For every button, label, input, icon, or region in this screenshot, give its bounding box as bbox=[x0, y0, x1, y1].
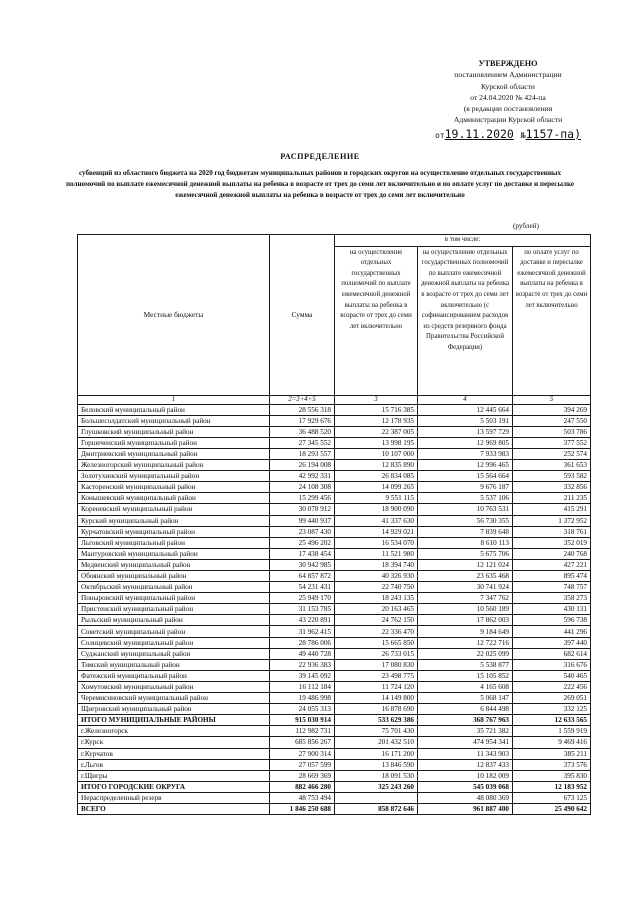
row-payments-cell: 201 432 510 bbox=[335, 737, 418, 748]
row-payments-cofinanced-cell: 7 347 762 bbox=[418, 593, 513, 604]
row-delivery-cell: 682 614 bbox=[513, 648, 591, 659]
row-delivery-cell: 673 125 bbox=[513, 792, 591, 803]
table-row bbox=[78, 681, 591, 692]
row-payments-cofinanced-cell: 12 445 664 bbox=[418, 404, 513, 415]
row-payments-cofinanced-cell: 961 887 400 bbox=[418, 803, 513, 814]
row-name-cell: Тимский муниципальный район bbox=[78, 659, 270, 670]
row-name-cell: Кореневский муниципальный район bbox=[78, 504, 270, 515]
row-delivery-cell: 332 856 bbox=[513, 482, 591, 493]
row-payments-cofinanced-cell: 12 121 024 bbox=[418, 559, 513, 570]
row-sum-cell: 18 293 557 bbox=[270, 448, 335, 459]
row-payments-cofinanced-cell: 30 741 924 bbox=[418, 582, 513, 593]
row-delivery-cell: 895 474 bbox=[513, 571, 591, 582]
row-delivery-cell: 358 273 bbox=[513, 593, 591, 604]
row-payments-cell: 14 149 800 bbox=[335, 693, 418, 704]
approval-heading: УТВЕРЖДЕНО bbox=[478, 59, 538, 68]
row-name-cell: Золотухинский муниципальный район bbox=[78, 471, 270, 482]
row-sum-cell: 28 786 006 bbox=[270, 637, 335, 648]
row-delivery-cell: 25 490 642 bbox=[513, 803, 591, 814]
row-payments-cell: 533 629 386 bbox=[335, 715, 418, 726]
row-payments-cell: 14 929 021 bbox=[335, 526, 418, 537]
table-row bbox=[78, 437, 591, 448]
row-sum-cell: 19 486 998 bbox=[270, 693, 335, 704]
column-header-delivery: по оплате услуг по доставке и пересылке ежемесячной денежной выплаты на ребенка в возрасте от трех до семи лет включительно bbox=[513, 246, 591, 395]
table-row bbox=[78, 792, 591, 803]
row-payments-cofinanced-cell: 5 068 147 bbox=[418, 693, 513, 704]
row-sum-cell: 26 194 008 bbox=[270, 460, 335, 471]
row-name-cell: Льговский муниципальный район bbox=[78, 537, 270, 548]
row-delivery-cell: 415 291 bbox=[513, 504, 591, 515]
row-delivery-cell: 397 440 bbox=[513, 637, 591, 648]
row-payments-cell: 20 163 465 bbox=[335, 604, 418, 615]
row-payments-cofinanced-cell: 10 560 189 bbox=[418, 604, 513, 615]
column-index: 4 bbox=[418, 395, 513, 404]
row-name-cell: ИТОГО ГОРОДСКИЕ ОКРУГА bbox=[78, 781, 270, 792]
row-sum-cell: 882 466 280 bbox=[270, 781, 335, 792]
row-sum-cell: 30 078 912 bbox=[270, 504, 335, 515]
row-delivery-cell: 395 830 bbox=[513, 770, 591, 781]
row-payments-cofinanced-cell: 9 184 649 bbox=[418, 626, 513, 637]
number-sign: № bbox=[520, 130, 526, 140]
row-payments-cofinanced-cell: 15 564 664 bbox=[418, 471, 513, 482]
row-payments-cell: 16 534 070 bbox=[335, 537, 418, 548]
row-delivery-cell: 332 125 bbox=[513, 704, 591, 715]
row-sum-cell: 25 496 202 bbox=[270, 537, 335, 548]
row-payments-cell: 22 336 470 bbox=[335, 626, 418, 637]
table-row bbox=[78, 759, 591, 770]
column-header-budgets: Местные бюджеты bbox=[78, 235, 270, 396]
column-header-payments-cofinanced: на осуществление отдельных государственных полномочий по выплате ежемесячной денежной выплаты на ребенка в возрасте от трех до семи лет включительно (с софинансированием расходов из средств резервного фонда Правительства Российской Федерации) bbox=[418, 246, 513, 395]
row-sum-cell: 27 057 599 bbox=[270, 759, 335, 770]
row-payments-cofinanced-cell: 12 996 465 bbox=[418, 460, 513, 471]
row-delivery-cell: 503 786 bbox=[513, 426, 591, 437]
row-payments-cofinanced-cell: 5 503 191 bbox=[418, 415, 513, 426]
row-payments-cofinanced-cell: 6 844 498 bbox=[418, 704, 513, 715]
row-sum-cell: 1 846 250 688 bbox=[270, 803, 335, 814]
row-delivery-cell: 352 019 bbox=[513, 537, 591, 548]
row-payments-cell: 325 243 260 bbox=[335, 781, 418, 792]
table-row bbox=[78, 803, 591, 814]
row-name-cell: Хомутовский муниципальный район bbox=[78, 681, 270, 692]
row-sum-cell: 27 345 552 bbox=[270, 437, 335, 448]
row-sum-cell: 31 962 415 bbox=[270, 626, 335, 637]
row-sum-cell: 28 669 369 bbox=[270, 770, 335, 781]
row-payments-cell: 22 387 005 bbox=[335, 426, 418, 437]
handwritten-date: 19.11.2020 bbox=[444, 126, 514, 141]
row-delivery-cell: 394 269 bbox=[513, 404, 591, 415]
table-row bbox=[78, 548, 591, 559]
row-sum-cell: 23 087 430 bbox=[270, 526, 335, 537]
row-delivery-cell: 1 559 919 bbox=[513, 726, 591, 737]
row-payments-cofinanced-cell: 5 675 706 bbox=[418, 548, 513, 559]
row-payments-cell: 10 107 000 bbox=[335, 448, 418, 459]
table-row bbox=[78, 748, 591, 759]
row-delivery-cell: 596 738 bbox=[513, 615, 591, 626]
row-payments-cofinanced-cell: 5 538 877 bbox=[418, 659, 513, 670]
row-delivery-cell: 361 653 bbox=[513, 460, 591, 471]
table-row bbox=[78, 704, 591, 715]
row-name-cell: г.Льгов bbox=[78, 759, 270, 770]
table-row bbox=[78, 726, 591, 737]
table-row bbox=[78, 781, 591, 792]
table-row bbox=[78, 604, 591, 615]
row-payments-cofinanced-cell: 22 025 099 bbox=[418, 648, 513, 659]
row-payments-cell: 14 099 265 bbox=[335, 482, 418, 493]
distribution-table bbox=[77, 234, 591, 815]
row-sum-cell: 43 220 891 bbox=[270, 615, 335, 626]
row-payments-cell: 858 872 646 bbox=[335, 803, 418, 814]
row-name-cell: Курский муниципальный район bbox=[78, 515, 270, 526]
column-index: 1 bbox=[78, 395, 270, 404]
table-row bbox=[78, 471, 591, 482]
row-payments-cofinanced-cell: 12 837 433 bbox=[418, 759, 513, 770]
row-delivery-cell: 252 574 bbox=[513, 448, 591, 459]
row-delivery-cell: 385 211 bbox=[513, 748, 591, 759]
table-row bbox=[78, 582, 591, 593]
table-row bbox=[78, 415, 591, 426]
row-sum-cell: 685 856 267 bbox=[270, 737, 335, 748]
row-sum-cell: 64 857 872 bbox=[270, 571, 335, 582]
approval-line: от 24.04.2020 № 424-па bbox=[470, 92, 546, 102]
table-row bbox=[78, 615, 591, 626]
row-payments-cofinanced-cell: 13 597 729 bbox=[418, 426, 513, 437]
row-name-cell: Большесолдатский муниципальный район bbox=[78, 415, 270, 426]
row-name-cell: Железногорский муниципальный район bbox=[78, 460, 270, 471]
row-payments-cofinanced-cell: 8 610 113 bbox=[418, 537, 513, 548]
table-row bbox=[78, 426, 591, 437]
row-name-cell: Беловский муниципальный район bbox=[78, 404, 270, 415]
row-delivery-cell: 540 465 bbox=[513, 670, 591, 681]
handwritten-number: 1157-па) bbox=[525, 126, 582, 141]
document-subtitle: субвенций из областного бюджета на 2020 год бюджетам муниципальных районов и городских округов на осуществление отдельных государственных полномочий по выплате ежемесячной денежной выплаты на ребенка в возрасте от трех до семи лет включительно и по оплате услуг по доставке и пересылке ежемесячной денежной выплаты на ребенка в возрасте от трех до семи лет включительно bbox=[65, 169, 575, 199]
row-payments-cell: 18 394 740 bbox=[335, 559, 418, 570]
column-index-row bbox=[78, 395, 591, 404]
column-index: 5 bbox=[513, 395, 591, 404]
row-sum-cell: 24 108 308 bbox=[270, 482, 335, 493]
table-row bbox=[78, 404, 591, 415]
from-word: от bbox=[434, 130, 445, 140]
row-payments-cell: 23 498 775 bbox=[335, 670, 418, 681]
row-name-cell: Рыльский муниципальный район bbox=[78, 615, 270, 626]
row-name-cell: Суджанский муниципальный район bbox=[78, 648, 270, 659]
row-name-cell: Поныровский муниципальный район bbox=[78, 593, 270, 604]
row-name-cell: Обоянский муниципальный район bbox=[78, 571, 270, 582]
row-payments-cofinanced-cell: 474 954 341 bbox=[418, 737, 513, 748]
row-payments-cofinanced-cell: 7 839 648 bbox=[418, 526, 513, 537]
row-sum-cell: 39 145 092 bbox=[270, 670, 335, 681]
row-delivery-cell: 247 550 bbox=[513, 415, 591, 426]
row-payments-cell: 18 243 135 bbox=[335, 593, 418, 604]
row-payments-cell: 12 178 935 bbox=[335, 415, 418, 426]
row-payments-cofinanced-cell: 545 039 068 bbox=[418, 781, 513, 792]
row-delivery-cell: 211 235 bbox=[513, 493, 591, 504]
row-payments-cofinanced-cell: 12 969 805 bbox=[418, 437, 513, 448]
table-row bbox=[78, 593, 591, 604]
row-sum-cell: 27 900 314 bbox=[270, 748, 335, 759]
row-payments-cell: 22 740 750 bbox=[335, 582, 418, 593]
row-payments-cofinanced-cell: 368 767 963 bbox=[418, 715, 513, 726]
row-sum-cell: 22 936 383 bbox=[270, 659, 335, 670]
row-payments-cell: 15 716 385 bbox=[335, 404, 418, 415]
row-delivery-cell: 12 633 565 bbox=[513, 715, 591, 726]
row-sum-cell: 48 753 494 bbox=[270, 792, 335, 803]
row-payments-cell: 40 326 930 bbox=[335, 571, 418, 582]
row-sum-cell: 99 440 937 bbox=[270, 515, 335, 526]
row-name-cell: Фатежский муниципальный район bbox=[78, 670, 270, 681]
row-payments-cofinanced-cell: 11 343 903 bbox=[418, 748, 513, 759]
row-payments-cell: 12 835 890 bbox=[335, 460, 418, 471]
row-name-cell: ИТОГО МУНИЦИПАЛЬНЫЕ РАЙОНЫ bbox=[78, 715, 270, 726]
row-payments-cell: 18 900 090 bbox=[335, 504, 418, 515]
row-sum-cell: 54 231 431 bbox=[270, 582, 335, 593]
row-payments-cell: 11 521 980 bbox=[335, 548, 418, 559]
table-row bbox=[78, 515, 591, 526]
row-delivery-cell: 373 576 bbox=[513, 759, 591, 770]
row-delivery-cell: 9 469 416 bbox=[513, 737, 591, 748]
row-payments-cell: 16 878 690 bbox=[335, 704, 418, 715]
document-title: РАСПРЕДЕЛЕНИЕ bbox=[280, 152, 360, 161]
column-header-sum: Сумма bbox=[270, 235, 335, 396]
row-delivery-cell: 12 183 952 bbox=[513, 781, 591, 792]
approval-line: постановлением Администрации bbox=[454, 70, 562, 80]
row-name-cell: Черемисиновский муниципальный район bbox=[78, 693, 270, 704]
row-payments-cofinanced-cell: 10 763 531 bbox=[418, 504, 513, 515]
row-payments-cell: 75 701 430 bbox=[335, 726, 418, 737]
table-row bbox=[78, 770, 591, 781]
table-row bbox=[78, 493, 591, 504]
row-payments-cell: 9 551 115 bbox=[335, 493, 418, 504]
approval-line: (в редакции постановления bbox=[463, 104, 553, 114]
row-name-cell: г.Щигры bbox=[78, 770, 270, 781]
column-index: 2=3+4+5 bbox=[270, 395, 335, 404]
row-name-cell: ВСЕГО bbox=[78, 803, 270, 814]
row-sum-cell: 28 556 318 bbox=[270, 404, 335, 415]
table-row bbox=[78, 504, 591, 515]
row-sum-cell: 112 982 731 bbox=[270, 726, 335, 737]
row-sum-cell: 17 929 676 bbox=[270, 415, 335, 426]
row-payments-cofinanced-cell: 10 182 009 bbox=[418, 770, 513, 781]
row-delivery-cell: 748 757 bbox=[513, 582, 591, 593]
handwritten-date-number bbox=[418, 127, 598, 143]
unit-label: (рублей) bbox=[513, 222, 539, 230]
row-name-cell: г.Железногорск bbox=[78, 726, 270, 737]
row-name-cell: г.Курск bbox=[78, 737, 270, 748]
row-name-cell: г.Курчатов bbox=[78, 748, 270, 759]
row-delivery-cell: 269 051 bbox=[513, 693, 591, 704]
approval-line: Курской области bbox=[481, 81, 535, 91]
row-name-cell: Октябрьский муниципальный район bbox=[78, 582, 270, 593]
table-row bbox=[78, 448, 591, 459]
table-row bbox=[78, 526, 591, 537]
row-sum-cell: 49 440 728 bbox=[270, 648, 335, 659]
row-payments-cofinanced-cell: 9 676 187 bbox=[418, 482, 513, 493]
row-delivery-cell: 430 131 bbox=[513, 604, 591, 615]
row-payments-cell: 26 834 085 bbox=[335, 471, 418, 482]
row-payments-cofinanced-cell: 4 165 608 bbox=[418, 681, 513, 692]
row-delivery-cell: 240 768 bbox=[513, 548, 591, 559]
row-payments-cofinanced-cell: 7 933 983 bbox=[418, 448, 513, 459]
row-delivery-cell: 427 221 bbox=[513, 559, 591, 570]
table-row bbox=[78, 460, 591, 471]
row-delivery-cell: 316 676 bbox=[513, 659, 591, 670]
row-name-cell: Горшеченский муниципальный район bbox=[78, 437, 270, 448]
row-sum-cell: 15 299 456 bbox=[270, 493, 335, 504]
row-payments-cell bbox=[335, 792, 418, 803]
row-payments-cell: 13 998 195 bbox=[335, 437, 418, 448]
row-payments-cofinanced-cell: 56 730 355 bbox=[418, 515, 513, 526]
row-sum-cell: 16 112 184 bbox=[270, 681, 335, 692]
row-payments-cell: 26 733 015 bbox=[335, 648, 418, 659]
row-delivery-cell: 441 296 bbox=[513, 626, 591, 637]
row-payments-cofinanced-cell: 35 721 382 bbox=[418, 726, 513, 737]
row-payments-cell: 17 080 830 bbox=[335, 659, 418, 670]
row-delivery-cell: 593 582 bbox=[513, 471, 591, 482]
row-name-cell: Медвенский муниципальный район bbox=[78, 559, 270, 570]
row-name-cell: Солнцевский муниципальный район bbox=[78, 637, 270, 648]
row-sum-cell: 915 030 914 bbox=[270, 715, 335, 726]
table-row bbox=[78, 482, 591, 493]
row-payments-cell: 13 846 590 bbox=[335, 759, 418, 770]
column-header-payments: на осуществление отдельных государственных полномочий по выплате ежемесячной денежной выплаты на ребенка в возрасте от трех до семи лет включительно bbox=[335, 246, 418, 395]
row-sum-cell: 24 055 313 bbox=[270, 704, 335, 715]
approval-line: Администрации Курской области bbox=[453, 115, 563, 125]
row-payments-cofinanced-cell: 23 635 468 bbox=[418, 571, 513, 582]
row-payments-cofinanced-cell: 15 105 852 bbox=[418, 670, 513, 681]
table-row bbox=[78, 715, 591, 726]
row-payments-cell: 15 665 850 bbox=[335, 637, 418, 648]
row-sum-cell: 17 438 454 bbox=[270, 548, 335, 559]
table-row bbox=[78, 648, 591, 659]
row-payments-cell: 11 724 120 bbox=[335, 681, 418, 692]
row-sum-cell: 36 488 520 bbox=[270, 426, 335, 437]
row-delivery-cell: 1 372 952 bbox=[513, 515, 591, 526]
row-sum-cell: 42 992 331 bbox=[270, 471, 335, 482]
row-name-cell: Мантуровский муниципальный район bbox=[78, 548, 270, 559]
row-payments-cofinanced-cell: 5 537 106 bbox=[418, 493, 513, 504]
row-name-cell: Глушковский муниципальный район bbox=[78, 426, 270, 437]
table-row bbox=[78, 670, 591, 681]
row-name-cell: Конышевский муниципальный район bbox=[78, 493, 270, 504]
row-payments-cell: 41 337 630 bbox=[335, 515, 418, 526]
row-name-cell: Нераспределенный резерв bbox=[78, 792, 270, 803]
row-delivery-cell: 377 552 bbox=[513, 437, 591, 448]
table-row bbox=[78, 626, 591, 637]
table-row bbox=[78, 537, 591, 548]
table-row bbox=[78, 559, 591, 570]
row-payments-cell: 24 762 150 bbox=[335, 615, 418, 626]
row-sum-cell: 31 153 785 bbox=[270, 604, 335, 615]
column-index: 3 bbox=[335, 395, 418, 404]
table-row bbox=[78, 659, 591, 670]
row-payments-cell: 18 091 530 bbox=[335, 770, 418, 781]
table-row bbox=[78, 637, 591, 648]
row-name-cell: Касторенский муниципальный район bbox=[78, 482, 270, 493]
table-row bbox=[78, 693, 591, 704]
row-delivery-cell: 222 456 bbox=[513, 681, 591, 692]
table-row bbox=[78, 571, 591, 582]
row-payments-cofinanced-cell: 17 862 003 bbox=[418, 615, 513, 626]
row-sum-cell: 25 949 170 bbox=[270, 593, 335, 604]
row-payments-cofinanced-cell: 12 722 716 bbox=[418, 637, 513, 648]
column-header-including: в том числе: bbox=[335, 235, 591, 247]
row-payments-cofinanced-cell: 48 080 369 bbox=[418, 792, 513, 803]
row-payments-cell: 16 171 200 bbox=[335, 748, 418, 759]
row-delivery-cell: 318 761 bbox=[513, 526, 591, 537]
approval-stamp bbox=[418, 58, 598, 143]
row-name-cell: Щигровский муниципальный район bbox=[78, 704, 270, 715]
row-name-cell: Курчатовский муниципальный район bbox=[78, 526, 270, 537]
row-name-cell: Советский муниципальный район bbox=[78, 626, 270, 637]
row-name-cell: Пристенский муниципальный район bbox=[78, 604, 270, 615]
table-row bbox=[78, 737, 591, 748]
row-name-cell: Дмитриевский муниципальный район bbox=[78, 448, 270, 459]
row-sum-cell: 30 942 985 bbox=[270, 559, 335, 570]
